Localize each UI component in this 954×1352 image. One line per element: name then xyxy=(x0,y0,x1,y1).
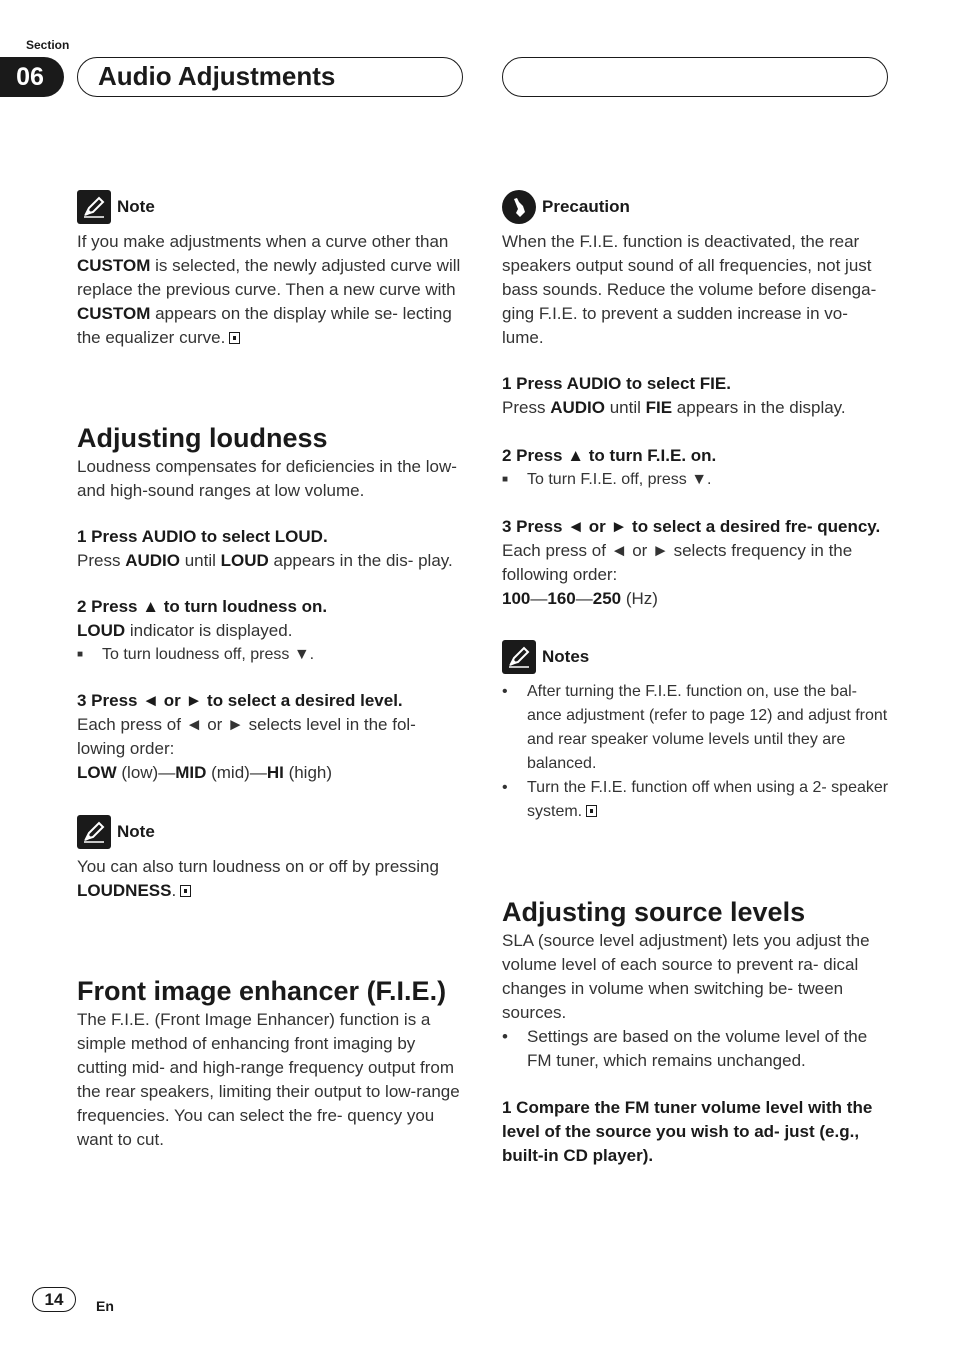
end-of-section-icon xyxy=(586,805,597,817)
fie-step-1-body: Press AUDIO until FIE appears in the display. xyxy=(502,398,846,417)
notes-bullet-balance: • After turning the F.I.E. function on, use the bal- ance adjustment (refer to page 12) and adjust front and rear speaker volume levels until they are balanced. xyxy=(502,683,888,772)
loudness-step-2-title: 2 Press ▲ to turn loudness on. xyxy=(77,597,328,616)
fie-step-2-title: 2 Press ▲ to turn F.I.E. on. xyxy=(502,446,717,465)
end-of-section-icon xyxy=(180,885,191,897)
language-code: En xyxy=(96,1298,114,1314)
section-label: Section xyxy=(26,38,70,52)
source-levels-bullet: • Settings are based on the volume level of the FM tuner, which remains unchanged. xyxy=(502,1027,868,1070)
heading-front-image-enhancer: Front image enhancer (F.I.E.) xyxy=(77,976,447,1006)
notes-header xyxy=(502,640,890,674)
note-title: Note xyxy=(117,822,155,841)
loudness-intro: Loudness compensates for deficiencies in the low- and high-sound ranges at low volume. xyxy=(77,457,457,500)
precaution-header xyxy=(502,190,890,224)
loudness-step-3-title: 3 Press ◄ or ► to select a desired level. xyxy=(77,691,403,710)
header-empty-frame xyxy=(502,57,888,97)
precaution-text: When the F.I.E. function is deactivated, the rear speakers output sound of all frequencies, not just bass sounds. Reduce the volume before disenga- ging F.I.E. to prevent a sudden increase in vo- lume. xyxy=(502,232,877,347)
fie-step-2-bullet: ■ To turn F.I.E. off, press ▼. xyxy=(502,471,712,488)
chapter-title: Audio Adjustments xyxy=(77,57,463,97)
section-number-badge: 06 xyxy=(0,57,64,97)
loudness-step-3-body: Each press of ◄ or ► selects level in the fol- lowing order: xyxy=(77,715,416,758)
note-header xyxy=(77,190,465,224)
note-text: If you make adjustments when a curve other than CUSTOM is selected, the newly adjusted curve will replace the previous curve. Then a new curve with CUSTOM appears on the display while se- lecting the equalizer curve. xyxy=(77,232,461,347)
note-text: You can also turn loudness on or off by pressing LOUDNESS. xyxy=(77,857,439,900)
pencil-note-icon xyxy=(502,640,536,674)
fie-step-1-title: 1 Press AUDIO to select FIE. xyxy=(502,374,731,393)
pencil-note-icon xyxy=(77,815,111,849)
loudness-step-1-body: Press AUDIO until LOUD appears in the dis- play. xyxy=(77,551,453,570)
hand-precaution-icon xyxy=(502,190,536,224)
note-title: Note xyxy=(117,197,155,216)
pencil-note-icon xyxy=(77,190,111,224)
notes-title: Notes xyxy=(542,647,590,666)
loudness-step-1-title: 1 Press AUDIO to select LOUD. xyxy=(77,527,328,546)
source-levels-intro: SLA (source level adjustment) lets you adjust the volume level of each source to prevent ra- dical changes in volume when switching be- tween sources. xyxy=(502,931,870,1022)
precaution-title: Precaution xyxy=(542,197,630,216)
note-header xyxy=(77,815,465,849)
right-column xyxy=(502,190,890,1168)
page-number: 14 xyxy=(32,1287,76,1312)
loudness-level-order: LOW (low)—MID (mid)—HI (high) xyxy=(77,763,333,782)
left-column xyxy=(77,190,465,1152)
loudness-step-2-body: LOUD indicator is displayed. xyxy=(77,621,293,640)
fie-frequency-order: 100—160—250 (Hz) xyxy=(502,589,658,608)
heading-adjusting-source-levels: Adjusting source levels xyxy=(502,897,806,927)
heading-adjusting-loudness: Adjusting loudness xyxy=(77,423,328,453)
source-step-1-title: 1 Compare the FM tuner volume level with the level of the source you wish to ad- just (e.g., built-in CD player). xyxy=(502,1098,873,1165)
fie-step-3-title: 3 Press ◄ or ► to select a desired fre- quency. xyxy=(502,517,881,536)
loudness-step-2-bullet: ■ To turn loudness off, press ▼. xyxy=(77,646,315,663)
fie-step-3-body: Each press of ◄ or ► selects frequency in the following order: xyxy=(502,541,853,584)
fie-description: The F.I.E. (Front Image Enhancer) function is a simple method of enhancing front imaging by cutting mid- and high-range frequency output from the rear speakers, limiting their output to low-range frequencies. You can select the fre- quency you want to cut. xyxy=(77,1010,460,1149)
end-of-section-icon xyxy=(229,332,240,344)
notes-bullet-2-speaker: • Turn the F.I.E. function off when using a 2- speaker system. xyxy=(502,779,889,820)
